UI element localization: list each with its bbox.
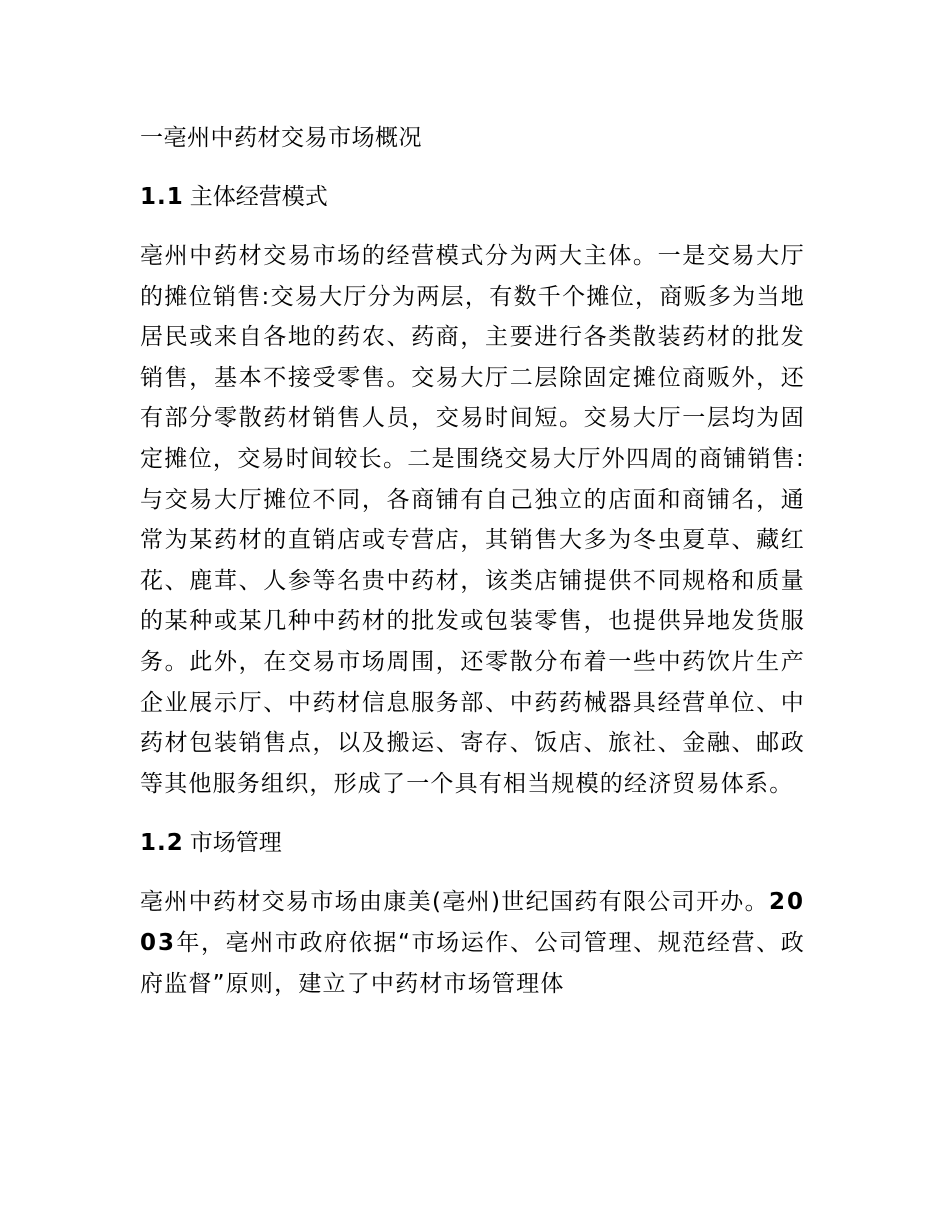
section-1-1-paragraph: 亳州中药材交易市场的经营模式分为两大主体。一是交易大厅的摊位销售:交易大厅分为两层，有数千个摊位，商贩多为当地居民或来自各地的药农、药商，主要进行各类散装药材的批发销售，基本不接受零售。交易大厅二层除固定摊位商贩外，还有部分零散药材销售人员，交易时间短。交易大厅一层均为固定摊位，交易时间较长。二是围绕交易大厅外四周的商铺销售:与交易大厅摊位不同，各商铺有自己独立的店面和商铺名，通常为某药材的直销店或专营店，其销售大多为冬虫夏草、藏红花、鹿茸、人参等名贵中药材，该类店铺提供不同规格和质量的某种或某几种中药材的批发或包装零售，也提供异地发货服务。此外，在交易市场周围，还零散分布着一些中药饮片生产企业展示厅、中药材信息服务部、中药药械器具经营单位、中药材包装销售点，以及搬运、寄存、饭店、旅社、金融、邮政等其他服务组织，形成了一个具有相当规模的经济贸易体系。: [140, 243, 805, 797]
section-1-2-paragraph: [140, 882, 805, 1004]
section-heading-text: 主体经营模式: [189, 184, 328, 210]
paragraph-text: 年，亳州市政府依据“市场运作、公司管理、规范经营、政府监督”原则，建立了中药材市场管理体: [140, 929, 805, 997]
section-heading-1-2: [140, 823, 805, 863]
year-number: 2003: [140, 889, 805, 956]
section-number: 1.2: [140, 830, 184, 857]
section-heading-1-1: [140, 177, 805, 217]
document-title: 一亳州中药材交易市场概况: [140, 125, 422, 151]
section-number: 1.1: [140, 184, 184, 210]
section-heading-text: 市场管理: [189, 830, 282, 857]
paragraph-text: 亳州中药材交易市场由康美(亳州)世纪国药有限公司开办。: [140, 889, 769, 916]
document-content: [140, 118, 805, 1004]
